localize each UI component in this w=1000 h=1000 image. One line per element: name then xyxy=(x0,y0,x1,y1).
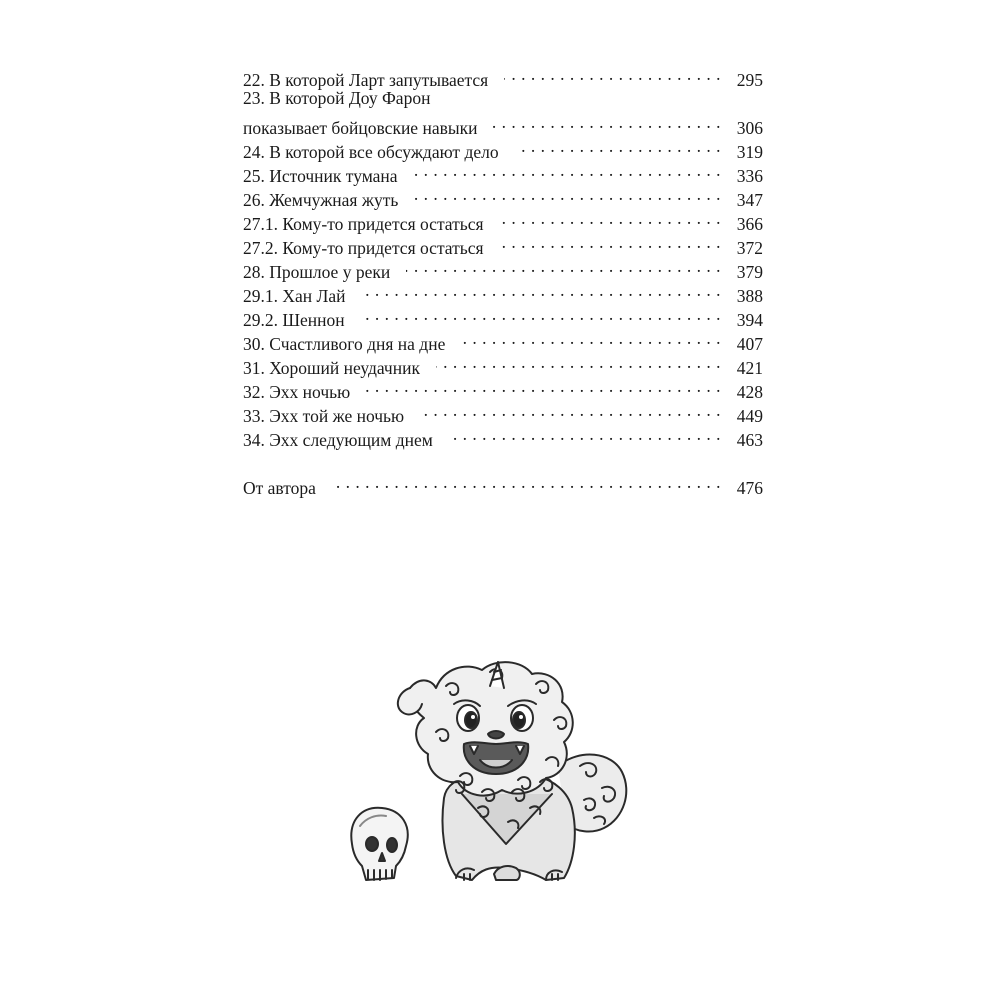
dot-leader xyxy=(414,158,721,182)
toc-entry-afterword[interactable] xyxy=(243,470,763,498)
toc-entry-title: 30. Счастливого дня на дне xyxy=(243,334,446,354)
toc-entry-page: 306 xyxy=(736,118,763,138)
toc-entry-title: 22. В которой Ларт запутывается xyxy=(243,70,489,90)
toc-entry-title: 27.2. Кому-то придется остаться xyxy=(243,238,484,258)
toc-entry[interactable] xyxy=(243,110,763,138)
toc-entry-page: 388 xyxy=(736,286,763,306)
dot-leader xyxy=(362,278,721,302)
toc-entry-page: 366 xyxy=(736,214,763,234)
skull-icon xyxy=(351,808,407,880)
dot-leader xyxy=(515,134,721,158)
toc-entry-page: 421 xyxy=(736,358,763,378)
toc-entry-page: 319 xyxy=(736,142,763,162)
toc-entry-title: 25. Источник тумана xyxy=(243,166,398,186)
dot-leader xyxy=(420,398,721,422)
toc-entry-page: 476 xyxy=(736,478,763,498)
dot-leader xyxy=(493,110,721,134)
toc-entry-title: 31. Хороший неудачник xyxy=(243,358,420,378)
toc-entry-title: 29.2. Шеннон xyxy=(243,310,345,330)
dot-leader xyxy=(504,62,721,86)
toc-entry-page: 295 xyxy=(736,70,763,90)
dot-leader xyxy=(361,302,721,326)
dot-leader xyxy=(406,254,721,278)
toc-entry-page: 372 xyxy=(736,238,763,258)
toc-entry-page: 394 xyxy=(736,310,763,330)
toc-entry[interactable] xyxy=(243,62,763,90)
dot-leader xyxy=(414,182,721,206)
dot-leader xyxy=(500,206,721,230)
guardian-lion-with-skull-illustration xyxy=(340,648,650,888)
dot-leader xyxy=(449,422,721,446)
dot-leader xyxy=(366,374,721,398)
dot-leader xyxy=(500,230,721,254)
toc-entry-title: 28. Прошлое у реки xyxy=(243,262,391,282)
toc-entry-page: 347 xyxy=(736,190,763,210)
toc-entry-title: 29.1. Хан Лай xyxy=(243,286,346,306)
illustration-icon xyxy=(340,648,650,888)
toc-entry-page: 407 xyxy=(736,334,763,354)
toc-entry-title: 33. Эхх той же ночью xyxy=(243,406,405,426)
toc-entry-page: 449 xyxy=(736,406,763,426)
toc-entry-title: 27.1. Кому-то придется остаться xyxy=(243,214,484,234)
toc-entry-page: 336 xyxy=(736,166,763,186)
toc-entry-title: 34. Эхх следующим днем xyxy=(243,430,433,450)
toc-entry-page: 428 xyxy=(736,382,763,402)
toc-entry-title: показывает бойцовские навыки xyxy=(243,118,478,138)
toc-entry-title-first-line: 23. В которой Доу Фарон xyxy=(243,88,431,108)
toc-entry-title: От автора xyxy=(243,478,316,498)
dot-leader xyxy=(436,350,721,374)
toc-entry-page: 379 xyxy=(736,262,763,282)
table-of-contents xyxy=(243,62,763,498)
dot-leader xyxy=(461,326,721,350)
toc-entry-page: 463 xyxy=(736,430,763,450)
toc-entry-title: 32. Эхх ночью xyxy=(243,382,351,402)
dot-leader xyxy=(332,470,721,494)
toc-entry-title: 24. В которой все обсуждают дело xyxy=(243,142,499,162)
toc-entry-title: 26. Жемчужная жуть xyxy=(243,190,399,210)
